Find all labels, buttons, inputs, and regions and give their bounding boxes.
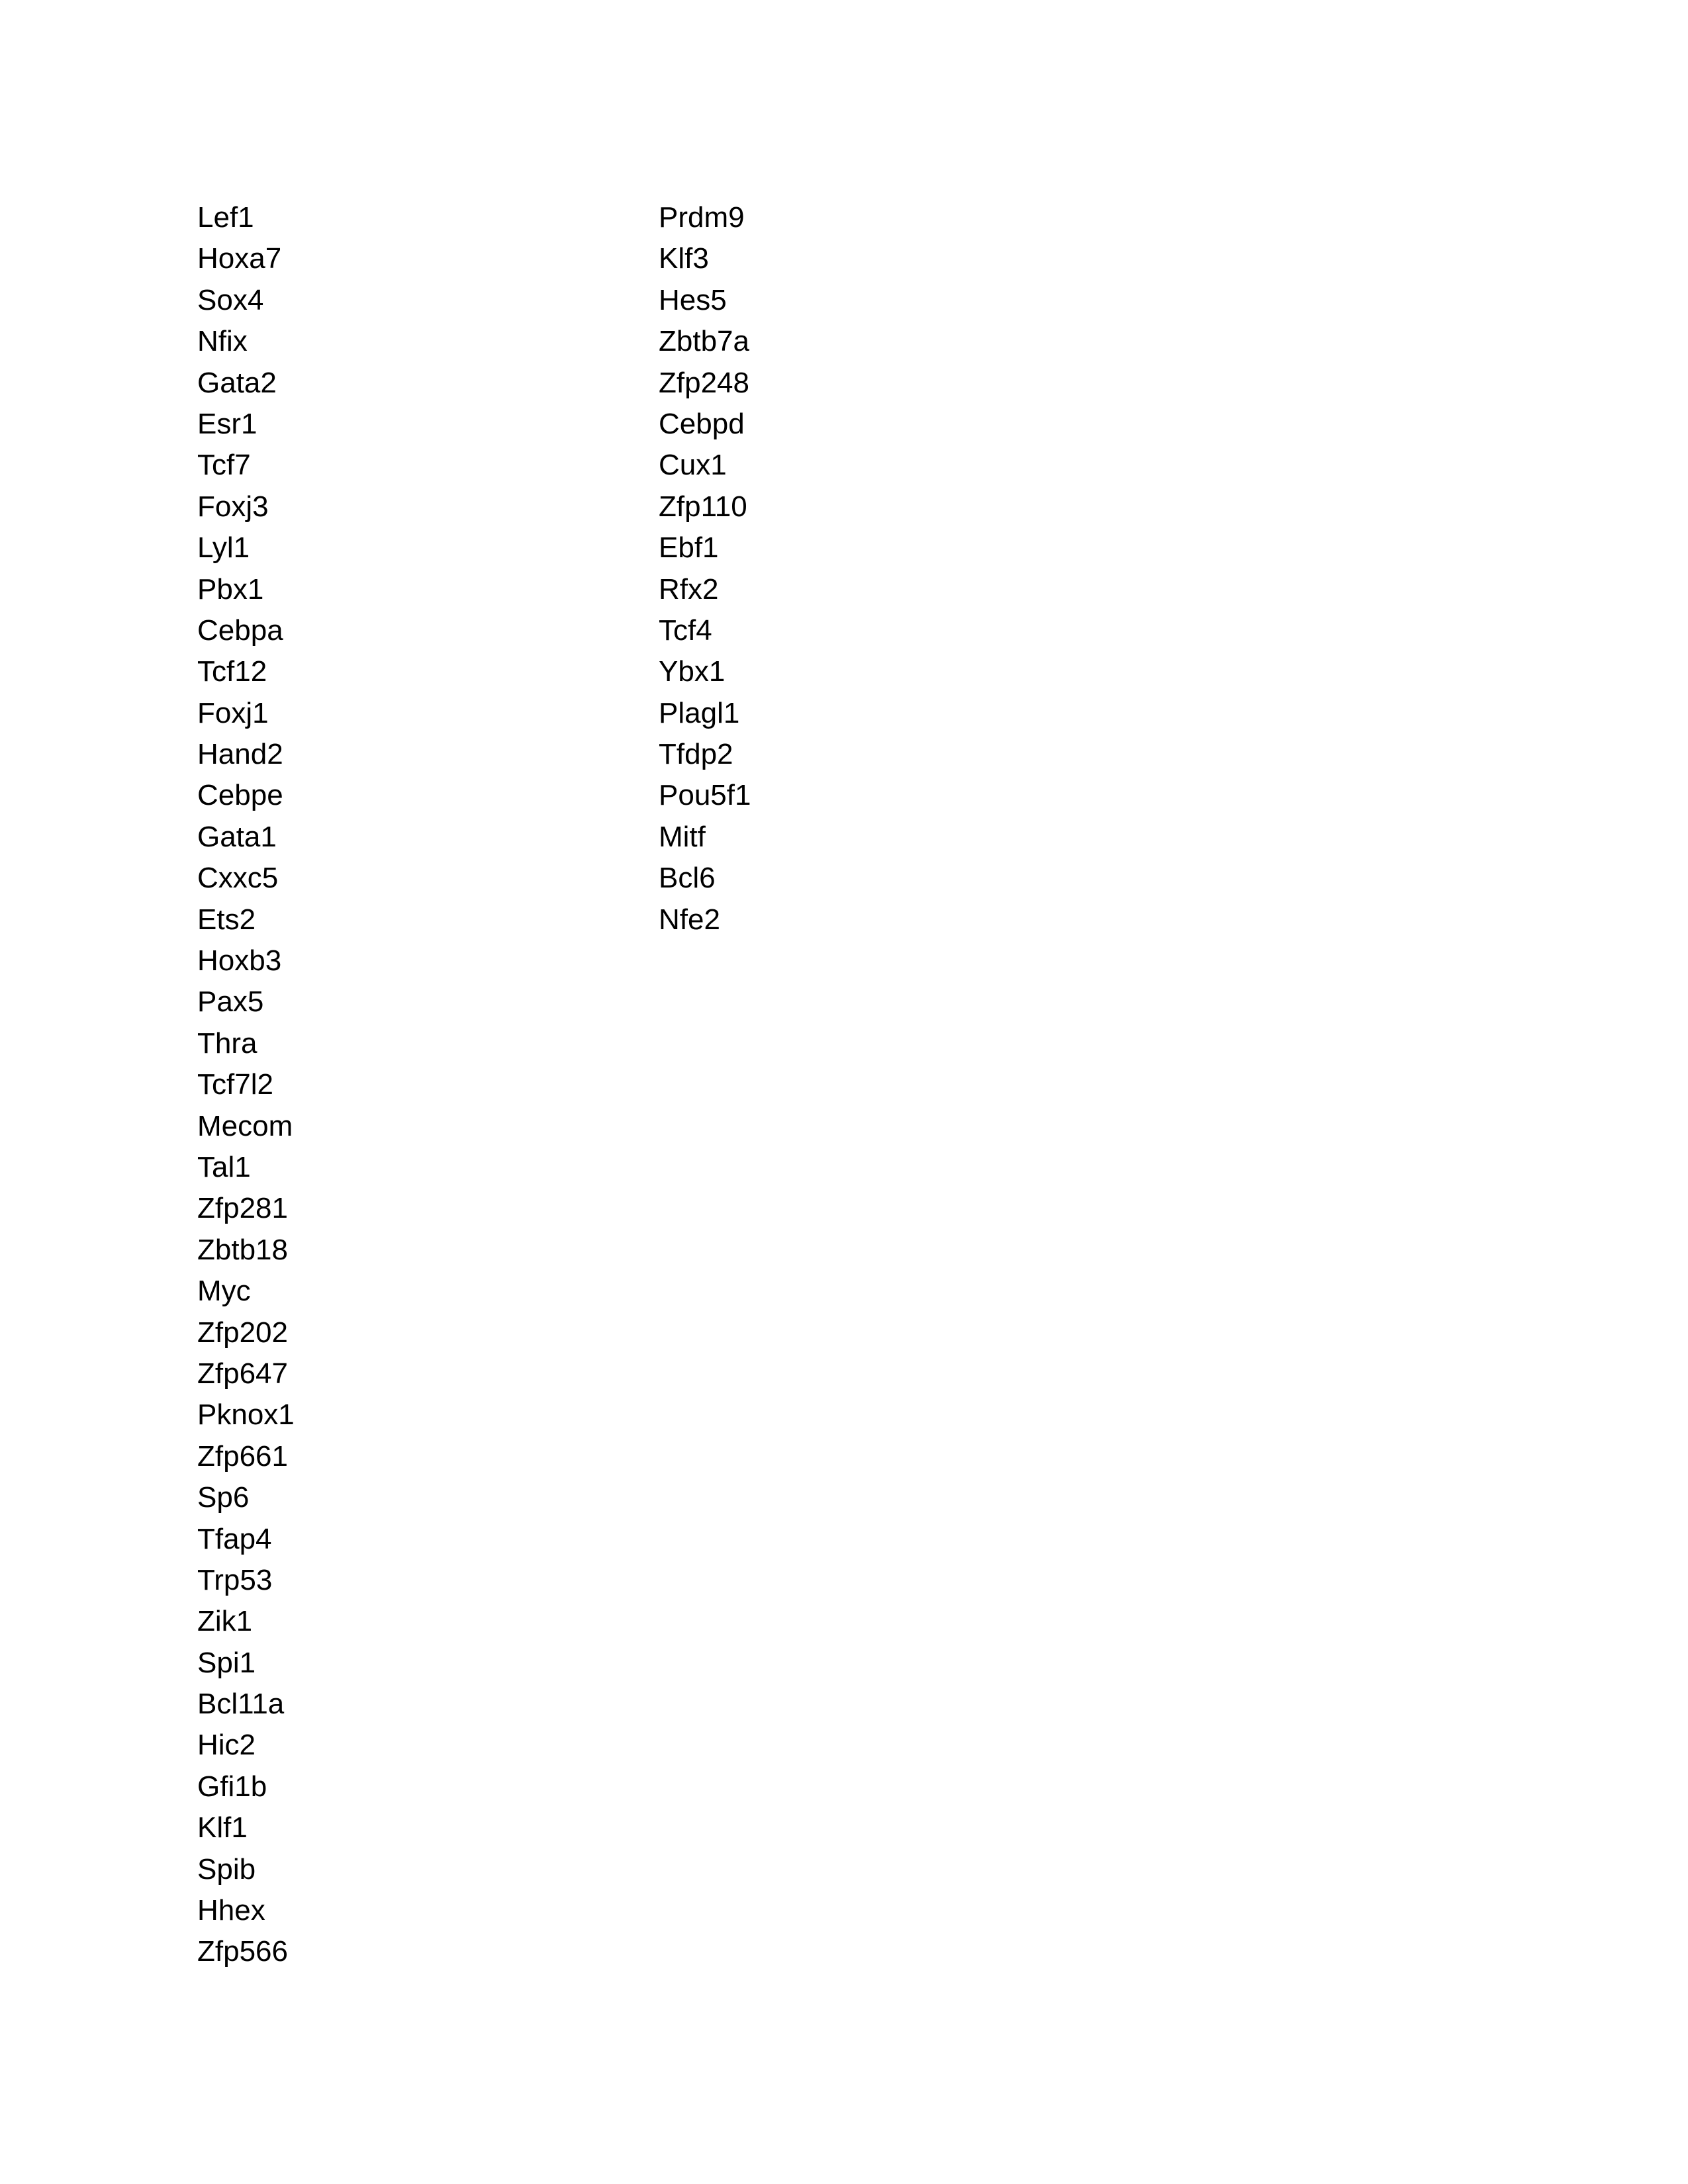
gene-name: Sp6 bbox=[197, 1481, 250, 1514]
gene-name: Cxxc5 bbox=[197, 862, 279, 895]
gene-name: Ets2 bbox=[197, 903, 256, 936]
gene-name: Nfix bbox=[197, 325, 248, 358]
gene-name: Hic2 bbox=[197, 1729, 256, 1762]
gene-name: Zfp110 bbox=[659, 490, 747, 523]
gene-name: Hoxa7 bbox=[197, 242, 282, 275]
gene-name: Bcl11a bbox=[197, 1688, 285, 1721]
gene-name: Cebpa bbox=[197, 614, 283, 647]
gene-name: Zfp281 bbox=[197, 1192, 288, 1225]
gene-name: Ebf1 bbox=[659, 531, 719, 565]
gene-name: Lyl1 bbox=[197, 531, 250, 565]
gene-name: Foxj3 bbox=[197, 490, 269, 523]
gene-name: Mitf bbox=[659, 820, 706, 853]
gene-name: Spi1 bbox=[197, 1646, 256, 1679]
gene-name: Hand2 bbox=[197, 738, 283, 771]
gene-name: Pou5f1 bbox=[659, 779, 751, 812]
gene-name: Pax5 bbox=[197, 985, 264, 1019]
gene-name: Ybx1 bbox=[659, 655, 726, 688]
gene-name: Tcf12 bbox=[197, 655, 267, 688]
gene-name: Klf1 bbox=[197, 1811, 248, 1844]
gene-name: Pbx1 bbox=[197, 572, 264, 606]
gene-name: Gfi1b bbox=[197, 1770, 267, 1803]
gene-name: Myc bbox=[197, 1275, 251, 1308]
gene-name: Cebpd bbox=[659, 407, 745, 440]
gene-name: Bcl6 bbox=[659, 862, 716, 895]
gene-name: Mecom bbox=[197, 1109, 293, 1142]
gene-name: Foxj1 bbox=[197, 696, 269, 729]
gene-name: Tal1 bbox=[197, 1150, 251, 1183]
gene-name: Nfe2 bbox=[659, 903, 720, 936]
gene-name: Hes5 bbox=[659, 283, 727, 316]
gene-name: Zfp248 bbox=[659, 366, 749, 399]
gene-name: Rfx2 bbox=[659, 572, 719, 606]
gene-name: Sox4 bbox=[197, 283, 264, 316]
gene-list-right bbox=[659, 197, 751, 940]
gene-name: Hoxb3 bbox=[197, 944, 282, 978]
gene-name: Spib bbox=[197, 1852, 256, 1886]
gene-name: Lef1 bbox=[197, 201, 254, 234]
gene-name: Hhex bbox=[197, 1894, 265, 1927]
gene-name: Esr1 bbox=[197, 407, 258, 440]
gene-name: Tfap4 bbox=[197, 1522, 272, 1555]
gene-name: Cebpe bbox=[197, 779, 283, 812]
gene-name: Tfdp2 bbox=[659, 738, 733, 771]
gene-name: Pknox1 bbox=[197, 1398, 295, 1432]
gene-name: Tcf4 bbox=[659, 614, 712, 647]
gene-name: Zbtb7a bbox=[659, 325, 749, 358]
gene-name: Zfp202 bbox=[197, 1316, 288, 1349]
gene-name: Plagl1 bbox=[659, 696, 740, 729]
gene-name: Klf3 bbox=[659, 242, 709, 275]
gene-name: Zbtb18 bbox=[197, 1233, 288, 1266]
gene-name: Tcf7 bbox=[197, 449, 251, 482]
gene-name: Tcf7l2 bbox=[197, 1068, 273, 1101]
gene-list-left bbox=[197, 197, 295, 1973]
gene-name: Trp53 bbox=[197, 1563, 273, 1596]
gene-name: Zik1 bbox=[197, 1605, 253, 1638]
gene-name: Zfp566 bbox=[197, 1935, 288, 1968]
gene-name: Prdm9 bbox=[659, 201, 745, 234]
gene-name: Zfp647 bbox=[197, 1357, 288, 1390]
gene-name: Cux1 bbox=[659, 449, 727, 482]
gene-name: Thra bbox=[197, 1026, 258, 1060]
gene-name: Zfp661 bbox=[197, 1439, 288, 1473]
gene-name: Gata1 bbox=[197, 820, 277, 853]
gene-name: Gata2 bbox=[197, 366, 277, 399]
